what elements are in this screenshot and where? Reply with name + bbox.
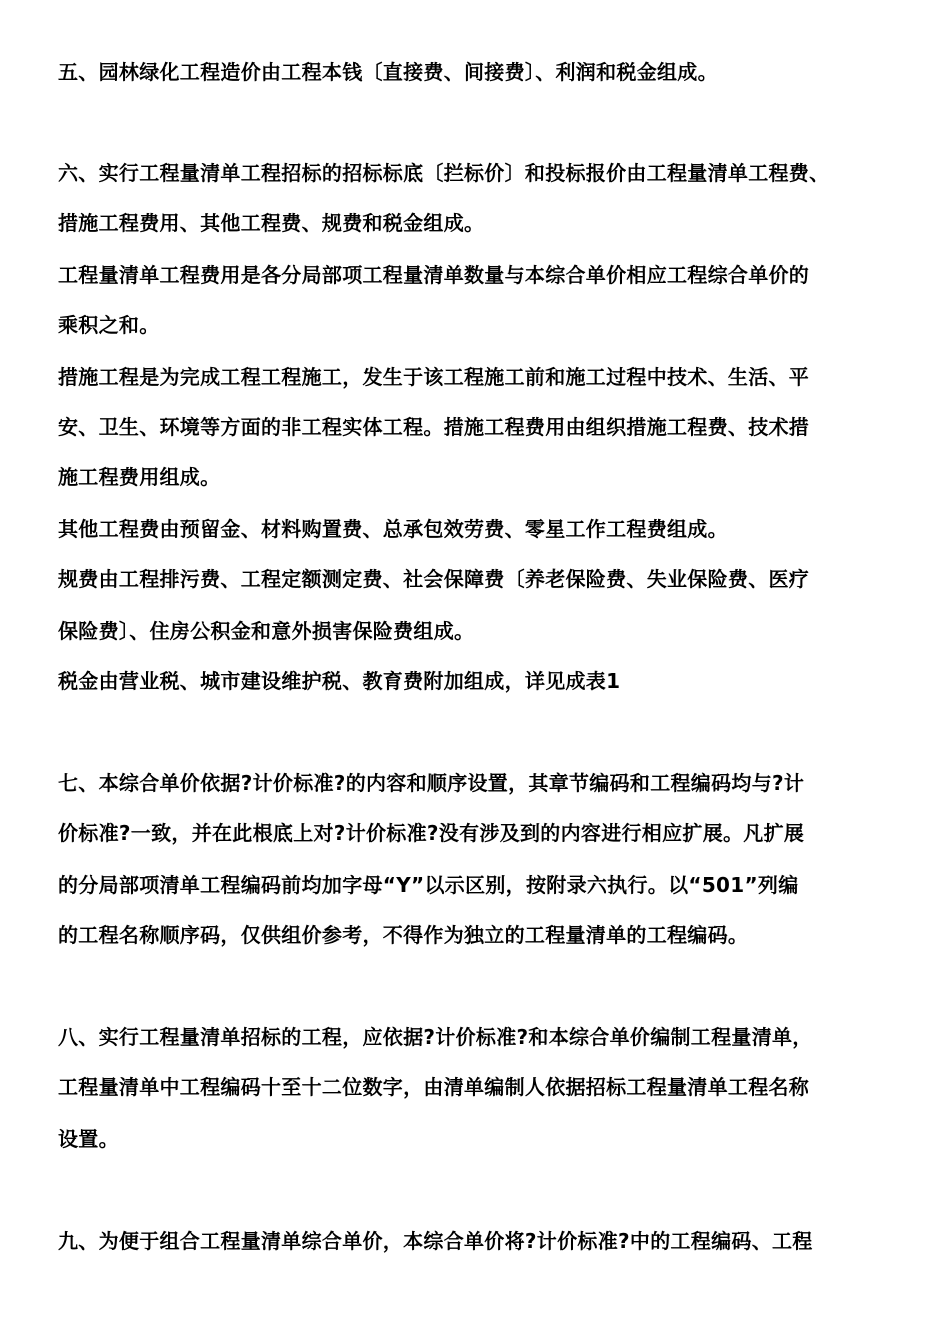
text-line: 规费由工程排污费、工程定额测定费、社会保障费〔养老保险费、失业保险费、医疗 bbox=[58, 567, 810, 591]
text-line: 工程量清单中工程编码十至十二位数字，由清单编制人依据招标工程量清单工程名称 bbox=[58, 1075, 810, 1099]
text-line: 措施工程是为完成工程工程施工，发生于该工程施工前和施工过程中技术、生活、平 bbox=[58, 365, 810, 389]
text-line: 其他工程费由预留金、材料购置费、总承包效劳费、零星工作工程费组成。 bbox=[58, 517, 728, 541]
text-line: 五、园林绿化工程造价由工程本钱〔直接费、间接费〕、利润和税金组成。 bbox=[58, 60, 718, 84]
text-line: 工程量清单工程费用是各分局部项工程量清单数量与本综合单价相应工程综合单价的 bbox=[58, 263, 810, 287]
text-line: 施工程费用组成。 bbox=[58, 465, 221, 489]
text-line: 保险费〕、住房公积金和意外损害保险费组成。 bbox=[58, 619, 475, 643]
text-line: 税金由营业税、城市建设维护税、教育费附加组成，详见成表1 bbox=[58, 669, 621, 693]
text-line: 安、卫生、环境等方面的非工程实体工程。措施工程费用由组织措施工程费、技术措 bbox=[58, 415, 810, 439]
text-line: 措施工程费用、其他工程费、规费和税金组成。 bbox=[58, 211, 485, 235]
text-line: 设置。 bbox=[58, 1127, 119, 1151]
text-line: 六、实行工程量清单工程招标的招标标底〔拦标价〕和投标报价由工程量清单工程费、 bbox=[58, 161, 830, 185]
text-line: 七、本综合单价依据?计价标准?的内容和顺序设置，其章节编码和工程编码均与?计 bbox=[58, 771, 805, 795]
text-line: 九、为便于组合工程量清单综合单价，本综合单价将?计价标准?中的工程编码、工程 bbox=[58, 1229, 813, 1253]
text-line: 价标准?一致，并在此根底上对?计价标准?没有涉及到的内容进行相应扩展。凡扩展 bbox=[58, 821, 805, 845]
text-line: 的工程名称顺序码，仅供组价参考，不得作为独立的工程量清单的工程编码。 bbox=[58, 923, 749, 947]
text-line: 乘积之和。 bbox=[58, 313, 160, 337]
text-line: 八、实行工程量清单招标的工程，应依据?计价标准?和本综合单价编制工程量清单， bbox=[58, 1025, 813, 1049]
text-line: 的分局部项清单工程编码前均加字母“Y”以示区别，按附录六执行。以“501”列编 bbox=[58, 873, 799, 897]
